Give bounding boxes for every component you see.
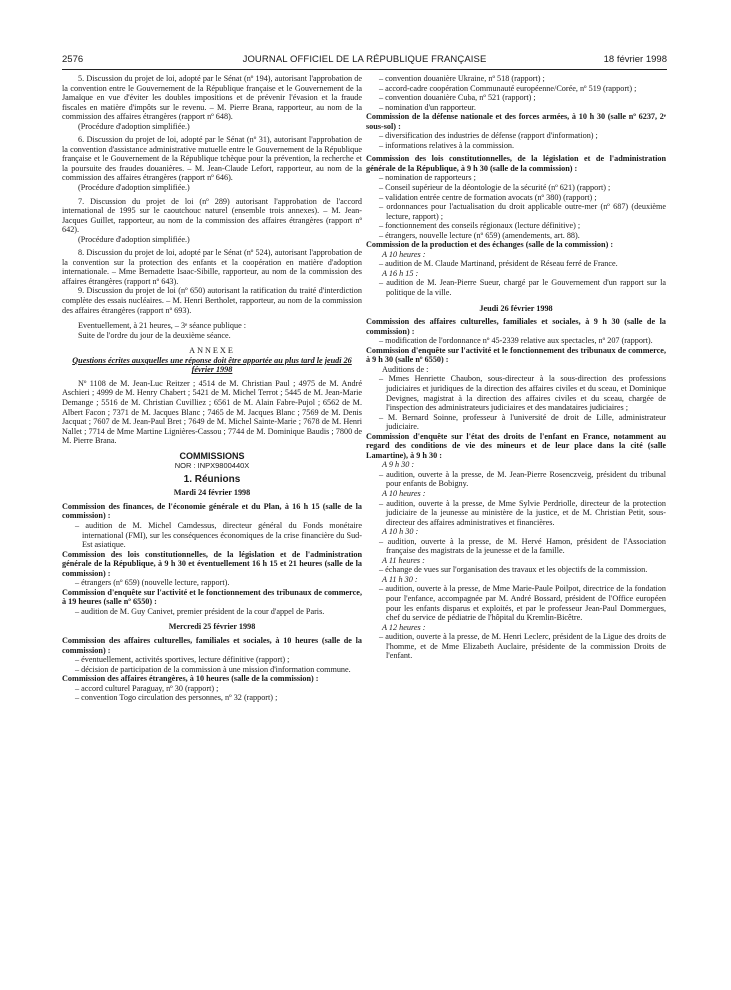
time-slot: A 10 heures : bbox=[382, 488, 426, 498]
list-item: – audition, ouverte à la presse, de M. Henri Leclerc, président de la Ligue des droits de l'homme, et de Mme Elizabeth Auclaire, présidente de la commission Droits de l'enfant. bbox=[379, 632, 666, 661]
time-slot: A 12 heures : bbox=[382, 622, 426, 632]
procedure-note: (Procédure d'adoption simplifiée.) bbox=[78, 183, 190, 193]
left-column bbox=[62, 74, 362, 703]
list-item: – éventuellement, activités sportives, lecture définitive (rapport) ; bbox=[75, 655, 290, 665]
nor-reference: NOR : INPX9800440X bbox=[174, 461, 250, 471]
list-item: – échange de vues sur l'organisation des travaux et les objectifs de la commission. bbox=[379, 565, 648, 575]
list-item: – décision de participation de la commission à une mission d'information commune. bbox=[75, 664, 351, 674]
list-item: – Conseil supérieur de la déontologie de la sécurité (nº 621) (rapport) ; bbox=[379, 183, 611, 193]
annexe-questions: Nº 1108 de M. Jean-Luc Reitzer ; 4514 de M. Christian Paul ; 4975 de M. André Aschieri ; 4999 de M. Henry Chabert ; 5421 de M. Michel Terrot ; 5445 de M. Jean-Marie Demange ; 5516 de M. Christian Cuvilliez ; 6561 de M. Alain Fabre-Pujol ; 6562 de M. Albert Facon ; 7371 de M. Jacques Blanc ; 7465 de M. Jacques Blanc ; 7569 de M. Denis Jacquat ; 7607 de M. Jean-Paul Bret ; 7649 de M. Michel Sainte-Marie ; 7678 de M. Henri Nallet ; 7714 de Mme Martine Lignières-Cassou ; 7744 de M. Dominique Baudis ; 7800 de M. Pierre Brana. bbox=[62, 378, 362, 446]
committee-heading: Commission de la défense nationale et des forces armées, à 10 h 30 (salle nº 6237, 2ᵉ sous-sol) : bbox=[366, 112, 666, 131]
list-item: – audition de M. Jean-Pierre Sueur, chargé par le Gouvernement d'un rapport sur la politique de la ville. bbox=[379, 278, 666, 298]
right-column bbox=[366, 74, 666, 661]
list-item: – diversification des industries de défense (rapport d'information) ; bbox=[379, 131, 598, 141]
time-slot: A 16 h 15 : bbox=[382, 268, 419, 278]
list-item: – Mmes Henriette Chaubon, sous-directeur à la sous-direction des professions judiciaires et juridiques de la direction des affaires civiles et du sceau, et Dominique Devignes, magistrat à la direction des affaires civiles et du sceau, chargée de l'inspection des administrateurs judiciaires et des mandataires judiciaires ; bbox=[379, 374, 666, 413]
day-heading: Jeudi 26 février 1998 bbox=[479, 303, 553, 313]
agenda-item-7: 7. Discussion du projet de loi (nº 289) autorisant l'approbation de l'accord international de 1995 sur le caoutchouc naturel (ensemble trois annexes). – M. Jean-Jacques Guillet, rapporteur, au nom de la commission des affaires étrangères (rapport nº 642). bbox=[62, 196, 362, 235]
procedure-note: (Procédure d'adoption simplifiée.) bbox=[78, 234, 190, 244]
committee-heading: Commission des lois constitutionnelles, de la législation et de l'administration générale de la République, à 9 h 30 et éventuellement 16 h 15 et 21 heures (salle de la commission) : bbox=[62, 549, 362, 578]
agenda-item-6: 6. Discussion du projet de loi, adopté par le Sénat (nº 31), autorisant l'approbation de la convention d'assistance administrative mutuelle entre le Gouvernement de la République française et le Gouvernement de la République tchèque pour la prévention, la recherche et la poursuite des fraudes douanières. – M. Jean-Claude Lefort, rapporteur, au nom de la commission des affaires étrangères (rapport nº 646). bbox=[62, 135, 362, 183]
journal-title: JOURNAL OFFICIEL DE LA RÉPUBLIQUE FRANÇAISE bbox=[242, 54, 487, 65]
committee-heading: Commission des affaires étrangères, à 10 heures (salle de la commission) : bbox=[62, 674, 319, 684]
committee-heading: Commission des affaires culturelles, familiales et sociales, à 9 h 30 (salle de la commission) : bbox=[366, 317, 666, 336]
time-slot: A 10 h 30 : bbox=[382, 527, 419, 537]
committee-heading: Commission d'enquête sur l'état des droits de l'enfant en France, notamment au regard des conditions de vie des mineurs et de leur place dans la cité (salle Lamartine), à 9 h 30 : bbox=[366, 431, 666, 460]
day-heading: Mardi 24 février 1998 bbox=[173, 488, 251, 498]
list-item: – nomination de rapporteurs ; bbox=[379, 173, 476, 183]
committee-heading: Commission d'enquête sur l'activité et le fonctionnement des tribunaux de commerce, à 9 h 30 (salle nº 6550) : bbox=[366, 345, 666, 365]
page-number: 2576 bbox=[62, 54, 84, 65]
committee-heading: Commission des lois constitutionnelles, de la législation et de l'administration générale de la République, à 9 h 30 (salle de la commission) : bbox=[366, 154, 666, 173]
annexe-subtitle: Questions écrites auxquelles une réponse doit être apportée au plus tard le jeudi 26 février 1998 bbox=[72, 355, 352, 375]
time-slot: A 9 h 30 : bbox=[382, 460, 415, 470]
list-item: – audition, ouverte à la presse, de M. Jean-Pierre Rosenczveig, président du tribunal pour enfants de Bobigny. bbox=[379, 469, 666, 489]
list-item: – audition de M. Guy Canivet, premier président de la cour d'appel de Paris. bbox=[75, 606, 325, 616]
list-item: – audition, ouverte à la presse, de Mme Marie-Paule Poilpot, directrice de la fondation pour l'enfance, accompagnée par M. André Bossard, président de l'Office européen pour les enfants disparus et exploités, et par le professeur Jean-Paul Dommergues, chef du service de pédiatrie de l'hôpital du Kremlin-Bicêtre. bbox=[379, 584, 666, 623]
time-slot: A 11 heures : bbox=[382, 555, 425, 565]
list-item: – étrangers, nouvelle lecture (nº 659) (amendements, art. 88). bbox=[379, 230, 580, 240]
header-rule bbox=[62, 69, 667, 70]
list-item: – modification de l'ordonnance nº 45-2339 relative aux spectacles, nº 207 (rapport). bbox=[379, 336, 653, 346]
time-slot: A 11 h 30 : bbox=[382, 574, 418, 584]
list-item: – convention douanière Ukraine, nº 518 (rapport) ; bbox=[379, 74, 545, 83]
list-item: – nomination d'un rapporteur. bbox=[379, 102, 476, 112]
list-item: – convention Togo circulation des personnes, nº 32 (rapport) ; bbox=[75, 693, 278, 703]
auditions-label: Auditions de : bbox=[382, 364, 429, 374]
list-item: – étrangers (nº 659) (nouvelle lecture, rapport). bbox=[75, 578, 230, 588]
agenda-item-8: 8. Discussion du projet de loi, adopté par le Sénat (nº 524), autorisant l'approbation de la convention sur la protection des enfants et la coopération en matière d'adoption internationale. – Mme Bernadette Isaac-Sibille, rapporteur, au nom de la commission des affaires étrangères (rapport nº 643). bbox=[62, 248, 362, 286]
list-item: – fonctionnement des conseils régionaux (lecture définitive) ; bbox=[379, 221, 581, 231]
list-item: – audition de M. Michel Camdessus, directeur général du Fonds monétaire international (FMI), sur les conséquences économiques de la crise financière du Sud-Est asiatique. bbox=[75, 520, 362, 550]
committee-heading: Commission d'enquête sur l'activité et le fonctionnement des tribunaux de commerce, à 19 heures (salle nº 6550) : bbox=[62, 587, 362, 607]
agenda-item-9: 9. Discussion du projet de loi (nº 650) autorisant la ratification du traité d'interdiction complète des essais nucléaires. – M. Henri Bertholet, rapporteur, au nom de la commission des affaires étrangères (rapport nº 693). bbox=[62, 286, 362, 315]
evening-session: Eventuellement, à 21 heures, – 3ᵉ séance publique : bbox=[78, 321, 247, 331]
list-item: – M. Bernard Soinne, professeur à l'université de droit de Lille, administrateur judiciaire. bbox=[379, 412, 666, 432]
committee-heading: Commission des finances, de l'économie générale et du Plan, à 16 h 15 (salle de la commission) : bbox=[62, 501, 362, 521]
list-item: – ordonnances pour l'actualisation du droit applicable outre-mer (nº 687) (deuxième lecture, rapport) ; bbox=[379, 202, 666, 221]
day-heading: Mercredi 25 février 1998 bbox=[168, 622, 256, 632]
list-item: – audition, ouverte à la presse, de M. Hervé Hamon, président de l'Association française des magistrats de la jeunesse et de la famille. bbox=[379, 536, 666, 556]
issue-date: 18 février 1998 bbox=[603, 54, 667, 65]
list-item: – accord culturel Paraguay, nº 30 (rapport) ; bbox=[75, 683, 219, 693]
reunions-heading: 1. Réunions bbox=[183, 473, 241, 485]
list-item: – audition, ouverte à la presse, de Mme Sylvie Perdriolle, directeur de la protection judiciaire de la jeunesse au ministère de la justice, et de M. Christian Petit, sous-directeur des affaires administratives et financières. bbox=[379, 498, 666, 527]
agenda-continuation: Suite de l'ordre du jour de la deuxième séance. bbox=[78, 330, 231, 340]
list-item: – accord-cadre coopération Communauté européenne/Corée, nº 519 (rapport) ; bbox=[379, 83, 637, 93]
agenda-item-5: 5. Discussion du projet de loi, adopté par le Sénat (nº 194), autorisant l'approbation de la convention entre le Gouvernement de la République française et le Gouvernement de la Jamaïque en vue d'éviter les doubles impositions et de prévenir l'évasion et la fraude fiscales en matière d'impôts sur le revenu. – M. Pierre Brana, rapporteur, au nom de la commission des affaires étrangères (rapport nº 648). bbox=[62, 74, 362, 122]
list-item: – convention douanière Cuba, nº 521 (rapport) ; bbox=[379, 93, 536, 103]
committee-heading: Commission des affaires culturelles, familiales et sociales, à 10 heures (salle de la commission) : bbox=[62, 635, 362, 655]
committee-heading: Commission de la production et des échanges (salle de la commission) : bbox=[366, 240, 614, 250]
list-item: – validation entrée centre de formation avocats (nº 380) (rapport) ; bbox=[379, 192, 597, 202]
annexe-title: ANNEXE bbox=[189, 346, 235, 356]
list-item: – informations relatives à la commission. bbox=[379, 140, 515, 150]
time-slot: A 10 heures : bbox=[382, 249, 426, 259]
procedure-note: (Procédure d'adoption simplifiée.) bbox=[78, 121, 190, 131]
page-header bbox=[62, 54, 667, 68]
list-item: – audition de M. Claude Martinand, président de Réseau ferré de France. bbox=[379, 259, 618, 269]
commissions-title: COMMISSIONS bbox=[179, 450, 245, 461]
